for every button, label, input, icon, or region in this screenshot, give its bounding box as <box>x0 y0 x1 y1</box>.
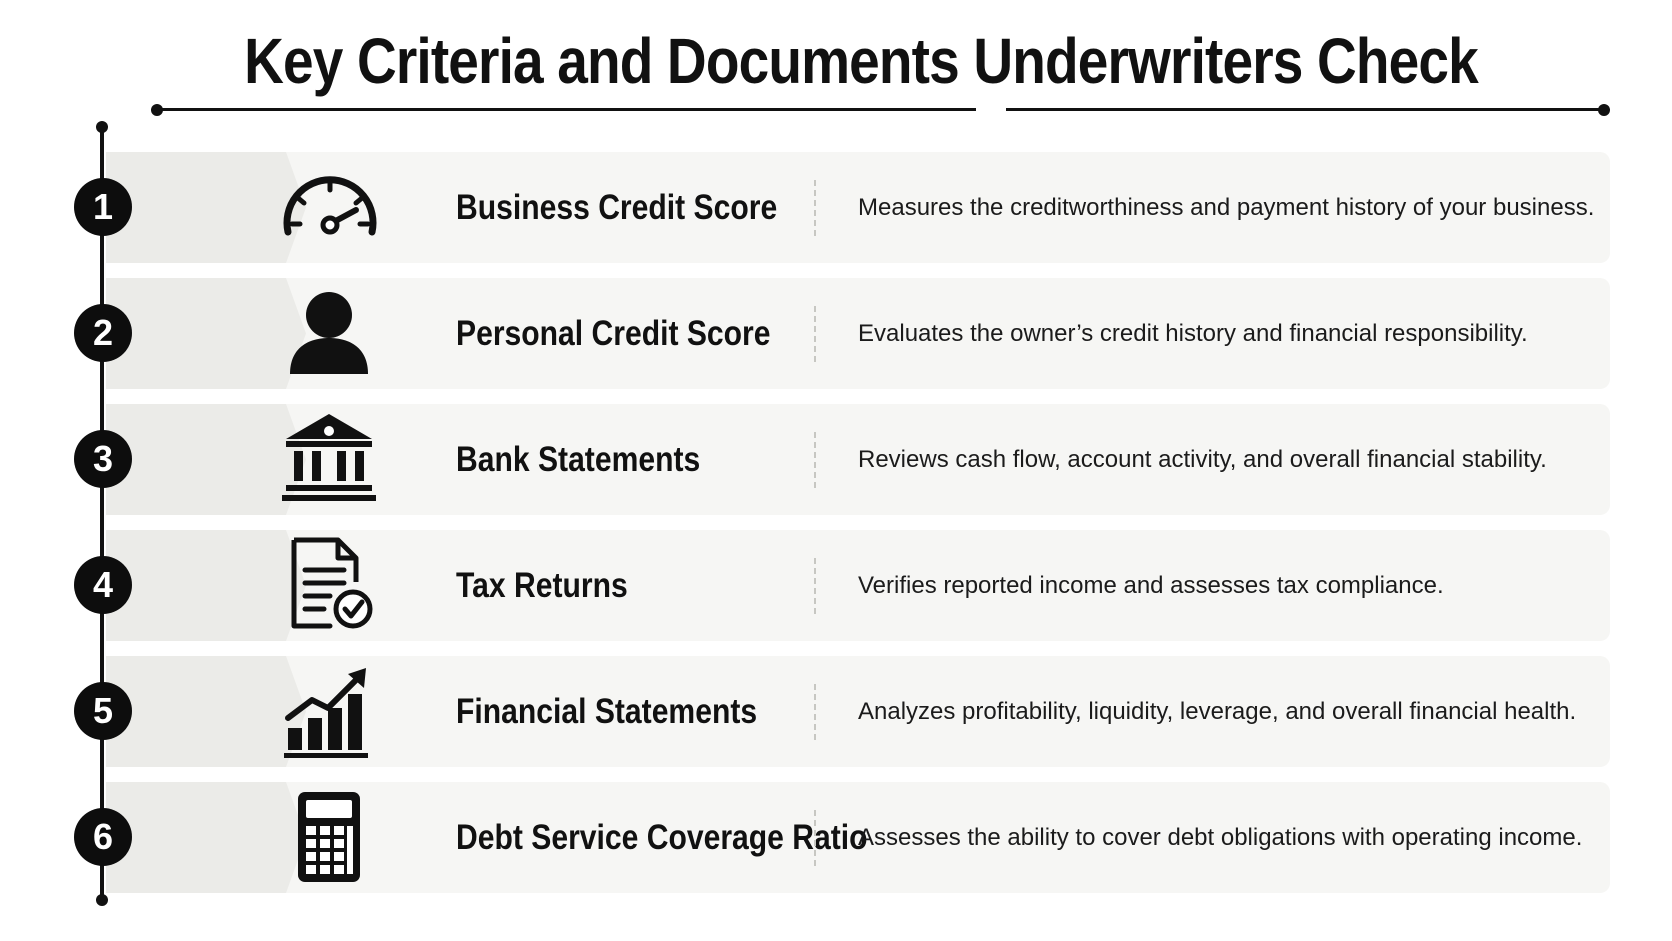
row-title: Bank Statements <box>456 440 701 479</box>
calculator-icon <box>274 782 384 892</box>
step-badge-1: 1 <box>74 178 132 236</box>
timeline-end-dot <box>96 894 108 906</box>
criteria-row-business-credit <box>106 152 1610 263</box>
step-badge-3: 3 <box>74 430 132 488</box>
criteria-row-tax-returns <box>106 530 1610 641</box>
row-divider <box>814 558 816 614</box>
row-title: Tax Returns <box>456 566 628 605</box>
row-divider <box>814 810 816 866</box>
criteria-row-personal-credit <box>106 278 1610 389</box>
row-divider <box>814 180 816 236</box>
step-badge-6: 6 <box>74 808 132 866</box>
document-check-icon <box>274 530 384 640</box>
row-description: Verifies reported income and assesses tax compliance. <box>858 572 1444 599</box>
row-divider <box>814 684 816 740</box>
timeline-start-dot <box>96 121 108 133</box>
criteria-row-dscr <box>106 782 1610 893</box>
row-description: Assesses the ability to cover debt obligations with operating income. <box>858 824 1583 851</box>
row-description: Reviews cash flow, account activity, and overall financial stability. <box>858 446 1547 473</box>
row-title: Debt Service Coverage Ratio <box>456 818 868 857</box>
criteria-row-bank-statements <box>106 404 1610 515</box>
underline-start-dot <box>151 104 163 116</box>
row-divider <box>814 432 816 488</box>
row-title: Personal Credit Score <box>456 314 771 353</box>
title-underline-right <box>1006 108 1606 111</box>
underline-end-dot <box>1598 104 1610 116</box>
row-description: Evaluates the owner’s credit history and financial responsibility. <box>858 320 1528 347</box>
row-title: Business Credit Score <box>456 188 778 227</box>
title-underline-left <box>156 108 976 111</box>
row-title: Financial Statements <box>456 692 758 731</box>
step-badge-5: 5 <box>74 682 132 740</box>
page-title: Key Criteria and Documents Underwriters Check <box>244 25 1478 97</box>
speedometer-icon <box>274 152 384 262</box>
row-divider <box>814 306 816 362</box>
person-icon <box>274 278 384 388</box>
row-description: Analyzes profitability, liquidity, leverage, and overall financial health. <box>858 698 1577 725</box>
bank-icon <box>274 404 384 514</box>
criteria-row-financial-statements <box>106 656 1610 767</box>
growth-chart-icon <box>274 656 384 766</box>
step-badge-2: 2 <box>74 304 132 362</box>
row-description: Measures the creditworthiness and payment history of your business. <box>858 194 1595 221</box>
step-badge-4: 4 <box>74 556 132 614</box>
timeline-line <box>100 126 104 899</box>
